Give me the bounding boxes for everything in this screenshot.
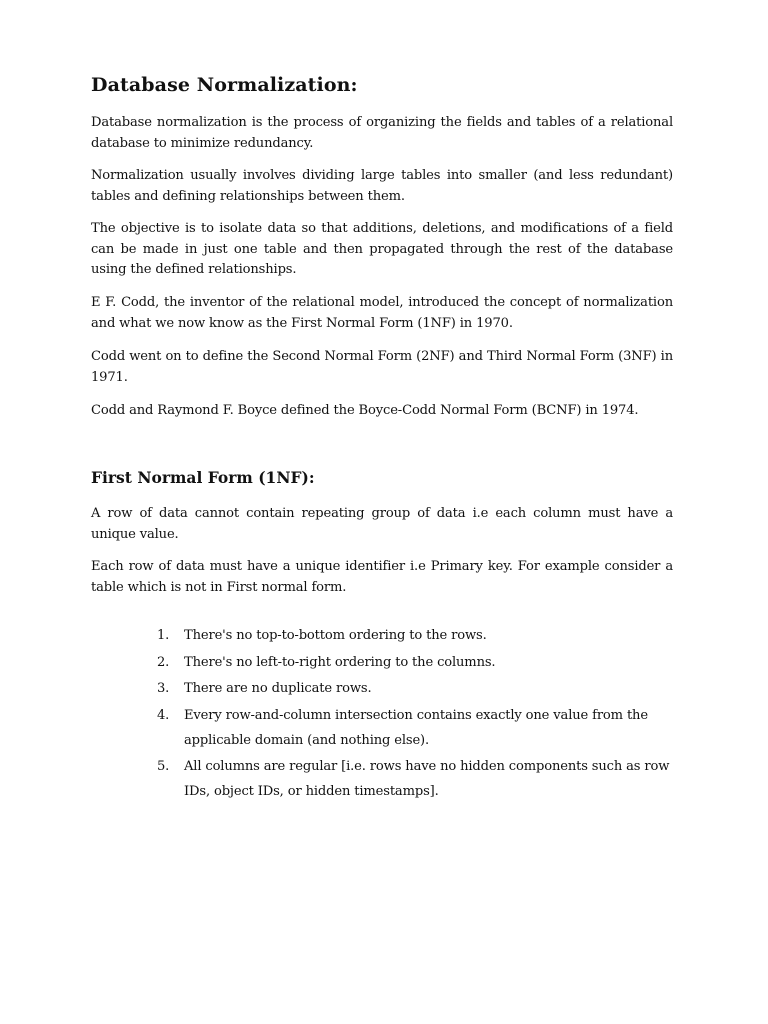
list-item-number: 5.	[157, 759, 170, 774]
list-item-text: All columns are regular [i.e. rows have no hidden components such as row IDs, object IDs, or hidden timestamps].	[184, 759, 670, 799]
list-item	[157, 676, 677, 701]
list-item-text: There are no duplicate rows.	[184, 681, 372, 696]
rules-list	[157, 623, 677, 806]
list-item-text: There's no left-to-right ordering to the columns.	[184, 654, 496, 670]
list-item-number: 3.	[157, 681, 170, 696]
list-item	[157, 623, 677, 648]
paragraph-definition: Database normalization is the process of organizing the fields and tables of a relational database to minimize redundancy.	[91, 115, 673, 151]
list-item-number: 4.	[157, 707, 170, 723]
paragraph-codd-2nf-3nf: Codd went on to define the Second Normal Form (2NF) and Third Normal Form (3NF) in 1971.	[91, 349, 673, 385]
paragraph-1nf-repeating-group: A row of data cannot contain repeating group of data i.e each column must have a unique value.	[91, 506, 673, 542]
list-item	[157, 650, 677, 675]
paragraph-dividing-tables: Normalization usually involves dividing large tables into smaller (and less redundant) tables and defining relationships between them.	[91, 168, 673, 204]
page-title: Database Normalization:	[91, 74, 358, 96]
paragraph-objective: The objective is to isolate data so that additions, deletions, and modifications of a field can be made in just one table and then propagated through the rest of the database using the defined relationships.	[91, 221, 673, 277]
list-item-number: 1.	[157, 628, 170, 643]
paragraph-1nf-primary-key: Each row of data must have a unique identifier i.e Primary key. For example consider a table which is not in First normal form.	[91, 559, 673, 595]
list-item	[157, 754, 677, 804]
list-item-text: There's no top-to-bottom ordering to the rows.	[184, 628, 487, 643]
paragraph-codd-1nf: E F. Codd, the inventor of the relational model, introduced the concept of normalization and what we now know as the First Normal Form (1NF) in 1970.	[91, 295, 673, 331]
section-heading-1nf: First Normal Form (1NF):	[91, 468, 315, 487]
list-item-text: Every row-and-column intersection contains exactly one value from the applicable domain (and nothing else).	[184, 707, 648, 748]
paragraph-bcnf: Codd and Raymond F. Boyce defined the Boyce-Codd Normal Form (BCNF) in 1974.	[91, 403, 639, 418]
list-item-number: 2.	[157, 654, 170, 670]
list-item	[157, 703, 677, 753]
